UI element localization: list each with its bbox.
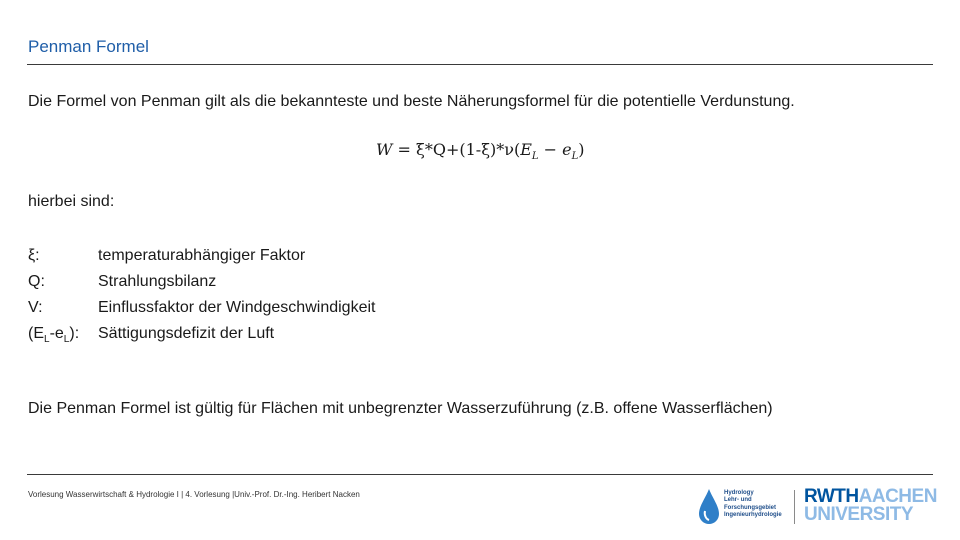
page-title: Penman Formel [28, 37, 149, 56]
hydrology-logo-text [724, 490, 782, 520]
aachen-wordmark: AACHEN [858, 486, 937, 507]
definition-text: Strahlungsbilanz [98, 273, 217, 290]
formula-e-sub: L [531, 151, 539, 163]
definition-row [28, 321, 375, 353]
definition-symbol: V: [28, 299, 43, 316]
symbol-open: (E [28, 325, 44, 342]
formula-minus: − [538, 140, 563, 159]
symbol-close: ): [69, 325, 80, 342]
formula-e: E [520, 140, 532, 159]
formula-middle: = ξ*Q+(1-ξ)*ν( [392, 140, 521, 159]
hydro-line: Forschungsgebiet [724, 504, 777, 511]
logo-area [698, 486, 938, 528]
validity-note: Die Penman Formel ist gültig für Flächen mit unbegrenzter Wasserzuführung (z.B. offene Wasserflächen) [28, 400, 773, 417]
rwth-wordmark: RWTH [804, 486, 859, 507]
logo-divider [794, 490, 795, 524]
definitions-list [28, 243, 375, 353]
footer-text: Vorlesung Wasserwirtschaft & Hydrologie I | 4. Vorlesung |Univ.-Prof. Dr.-Ing. Heribert Nacken [28, 490, 360, 499]
symbol-sub-1: L [44, 334, 50, 346]
symbol-sub-2: L [63, 334, 70, 346]
university-wordmark: UNIVERSITY [804, 504, 914, 525]
formula-el: e [562, 140, 572, 159]
rwth-logo [804, 488, 937, 524]
hydro-line: Hydrology [724, 490, 754, 496]
footer-divider [27, 474, 933, 475]
definition-row [28, 243, 375, 269]
hierbei-label: hierbei sind: [28, 193, 115, 210]
definition-text: Sättigungsdefizit der Luft [98, 325, 275, 342]
definition-symbol: ξ: [28, 247, 40, 264]
formula-el-sub: L [571, 151, 579, 163]
formula-close: ) [578, 140, 585, 159]
symbol-mid: -e [49, 325, 64, 342]
definition-row [28, 295, 375, 321]
penman-formula [376, 140, 584, 162]
definition-row [28, 269, 375, 295]
definition-text: Einflussfaktor der Windgeschwindigkeit [98, 299, 376, 316]
definition-symbol: Q: [28, 273, 45, 290]
hydro-line: Ingenieurhydrologie [724, 512, 782, 519]
hydro-line: Lehr- und [724, 497, 752, 504]
definition-symbol [28, 321, 98, 353]
header-divider [27, 64, 933, 65]
formula-w: W [376, 140, 393, 159]
definition-text: temperaturabhängiger Faktor [98, 247, 306, 264]
water-drop-icon [698, 488, 720, 526]
intro-text: Die Formel von Penman gilt als die bekannteste und beste Näherungsformel für die potentielle Verdunstung. [28, 93, 795, 110]
